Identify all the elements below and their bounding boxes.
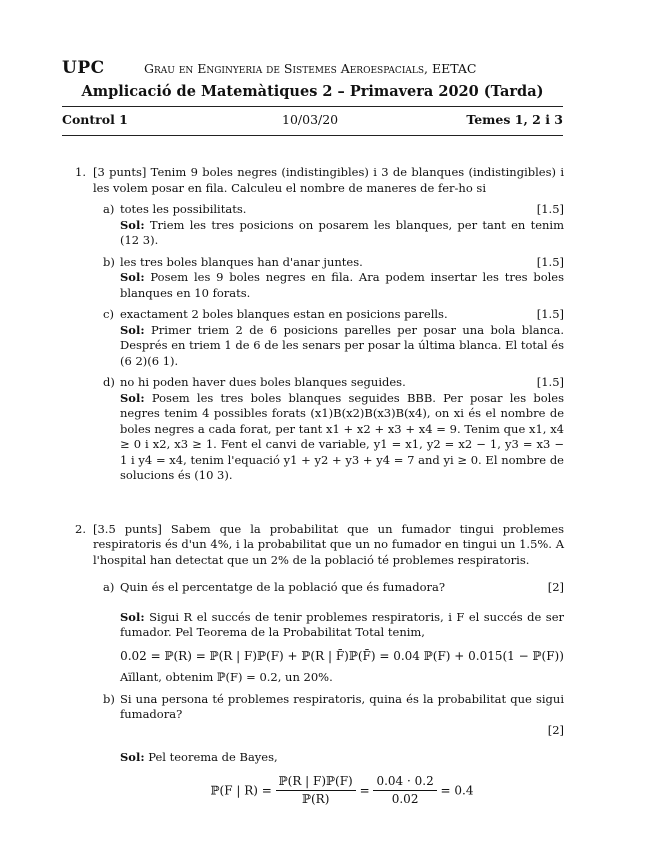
points-badge: [2]: [547, 580, 564, 594]
subquestion-2b: [93, 692, 564, 808]
subquestion-letter: b): [103, 691, 115, 706]
solution-text: Posem les tres boles blanques seguides BBB. Per posar les boles negres tenim 4 possibles forats (x1)B(x2)B(x3)B(x4), on xi és el nombre de boles negres a cada forat, per tant x1 + x2 + x3 + x4 = 9. Tenim que x1, x4 ≥ 0 i x2, x3 ≥ 1. Fent el canvi de variable, y1 = x1, y2 = x2 − 1, y3 = x3 − 1 i y4 = x4, tenim l'equació y1 + y2 + y3 + y4 = 7 and yi ≥ 0. El nombre de solucions és (10 3).: [120, 390, 565, 482]
exam-topics: Temes 1, 2 i 3: [466, 112, 563, 127]
solution: [120, 218, 564, 249]
subquestion-text: Si una persona té problemes respiratoris, quina és la probabilitat que sigui fumadora?: [120, 691, 564, 721]
solution-label: Sol:: [120, 270, 145, 284]
subquestion-1b: [93, 255, 564, 302]
solution-text: Pel teorema de Bayes,: [148, 750, 278, 764]
subquestion-letter: a): [103, 202, 115, 216]
solution-text: Primer triem 2 de 6 posicions parelles per posar una bola blanca. Després en triem 1 de 6 de les senars per posar la última blanca. El total és (6 2)(6 1).: [120, 322, 564, 368]
subquestion-letter: d): [103, 375, 115, 389]
institution-name: UPC: [62, 58, 105, 78]
subquestion-text: Quin és el percentatge de la població que és fumadora?: [120, 580, 446, 594]
subquestion-letter: a): [103, 580, 115, 594]
subquestion-2a: [93, 580, 564, 686]
solution: [120, 323, 564, 370]
degree-name: Grau en Enginyeria de Sistemes Aeroespacials, EETAC: [144, 61, 477, 76]
exam-date: 10/03/20: [282, 112, 339, 127]
question-1: [62, 165, 564, 484]
solution-text: Posem les 9 boles negres en fila. Ara podem insertar les tres boles blanques en 10 forats.: [120, 270, 565, 300]
solution-conclusion: Aïllant, obtenim ℙ(F) = 0.2, un 20%.: [120, 670, 333, 684]
solution-label: Sol:: [120, 750, 145, 764]
solution-text: Sigui R el succés de tenir problemes respiratoris, i F el succés de ser fumador. Pel Teorema de la Probabilitat Total tenim,: [120, 609, 565, 639]
fraction-bayes: [276, 774, 356, 808]
solution-label: Sol:: [120, 217, 145, 232]
course-title: Amplicació de Matemàtiques 2 – Primavera 2020 (Tarda): [81, 83, 544, 100]
equals-sign: =: [359, 783, 370, 797]
exam-name: Control 1: [62, 112, 128, 127]
question-number: 1.: [75, 165, 86, 179]
equation-result: = 0.4: [440, 783, 474, 797]
fraction-numerator: 0.04 · 0.2: [373, 774, 436, 792]
header-rule-bottom: [62, 135, 563, 136]
total-probability-equation: 0.02 = ℙ(R) = ℙ(R | F)ℙ(F) + ℙ(R | F̄)ℙ(F̄) = 0.04 ℙ(F) + 0.015(1 − ℙ(F)): [120, 648, 564, 663]
subquestion-1d: [93, 375, 564, 484]
fraction-denominator: 0.02: [391, 792, 419, 806]
fraction-values: [373, 774, 436, 808]
solution-label: Sol:: [120, 390, 145, 405]
fraction-denominator: ℙ(R): [301, 792, 330, 806]
bayes-equation: [120, 774, 564, 808]
solution: [120, 610, 564, 641]
subquestion-list: [93, 580, 564, 808]
question-number: 2.: [75, 521, 86, 536]
subquestion-list: [93, 202, 564, 484]
solution: [120, 270, 564, 301]
subquestion-1c: [93, 307, 564, 369]
solution: [120, 391, 564, 484]
equation-lhs: ℙ(F | R) =: [210, 783, 272, 797]
exam-header: [62, 58, 563, 136]
subquestion-text: totes les possibilitats.: [120, 202, 247, 216]
question-text: [3 punts] Tenim 9 boles negres (indistingibles) i 3 de blanques (indistingibles) i les volem posar en fila. Calculeu el nombre de maneres de fer-ho si: [93, 165, 564, 195]
points-badge: [1.5]: [536, 307, 564, 321]
points-badge: [2]: [547, 722, 564, 737]
points-badge: [1.5]: [536, 202, 564, 216]
subquestion-text: les tres boles blanques han d'anar juntes.: [120, 254, 363, 269]
subquestion-text: exactament 2 boles blanques estan en posicions parells.: [120, 307, 448, 321]
exam-body: [62, 165, 564, 814]
question-text: [3.5 punts] Sabem que la probabilitat que un fumador tingui problemes respiratoris és d'un 4%, i la probabilitat que un no fumador en tingui un 1.5%. A l'hospital han detectat que un 2% de la població té problemes respiratoris.: [93, 521, 564, 567]
subquestion-letter: b): [103, 254, 115, 269]
points-badge: [1.5]: [536, 254, 564, 269]
solution-text: Triem les tres posicions on posarem les blanques, per tant en tenim (12 3).: [120, 217, 565, 247]
subquestion-text: no hi poden haver dues boles blanques seguides.: [120, 375, 406, 389]
fraction-numerator: ℙ(R | F)ℙ(F): [276, 774, 356, 792]
solution-label: Sol:: [120, 322, 145, 337]
points-badge: [1.5]: [536, 375, 564, 389]
solution: [120, 750, 564, 766]
question-2: [62, 522, 564, 808]
subquestion-letter: c): [103, 307, 114, 321]
subquestion-1a: [93, 202, 564, 249]
solution-label: Sol:: [120, 609, 145, 624]
